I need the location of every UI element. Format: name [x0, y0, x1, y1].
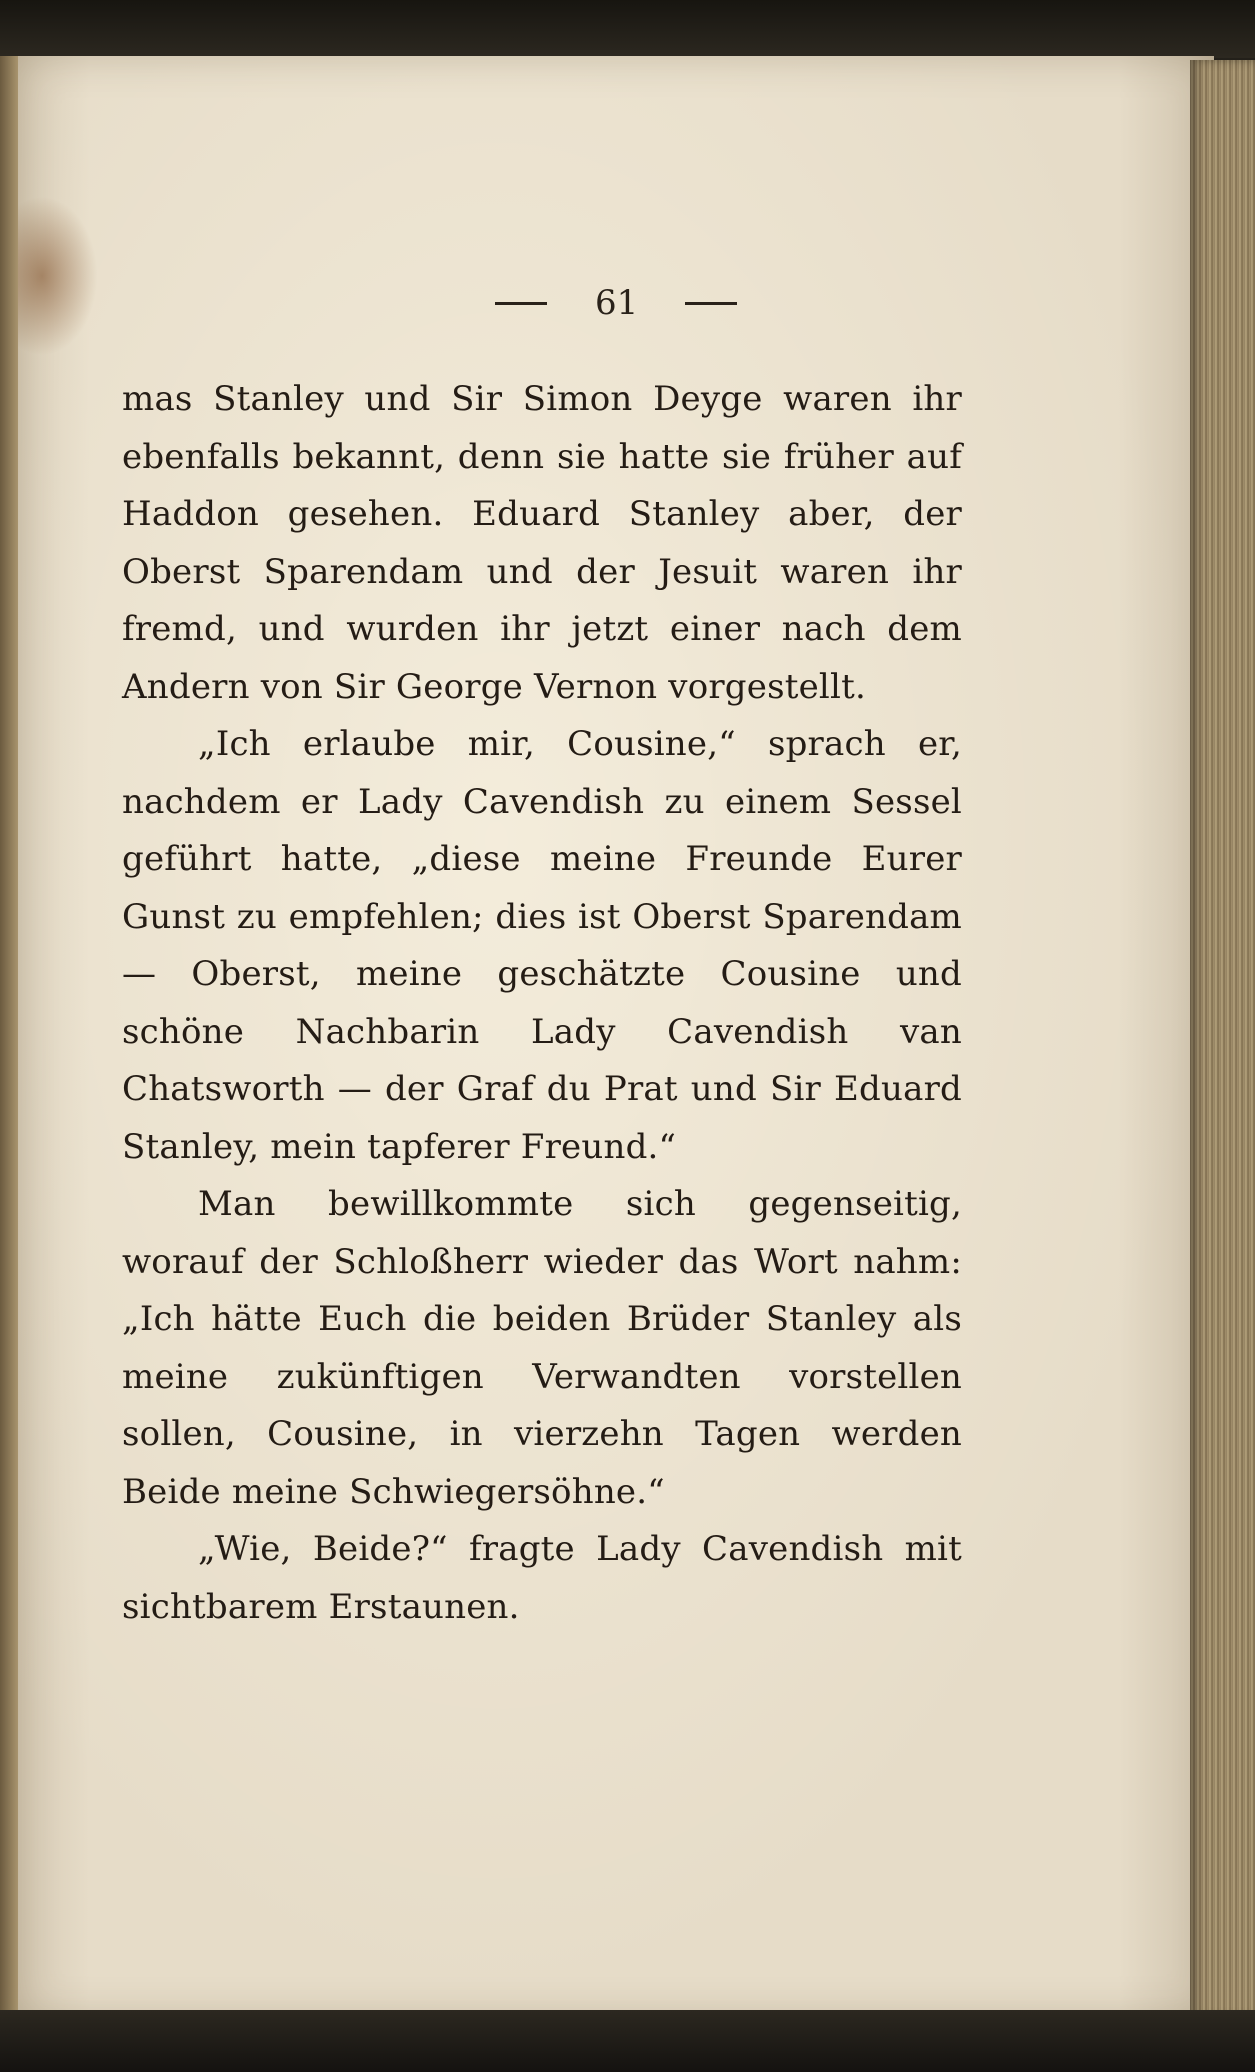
book-page [18, 56, 1214, 2018]
paragraph-2: „Ich erlaube mir, Cousine,“ sprach er, nachdem er Lady Cavendish zu einem Sessel geführt hatte, „diese meine Freunde Eurer Gunst zu empfehlen; dies ist Oberst Sparendam — Oberst, meine geschätzte Cousine und schöne Nachbarin Lady Cavendish van Chatsworth — der Graf du Prat und Sir Eduard Stanley, mein tapferer Freund.“ [122, 724, 962, 1167]
scan-top-border [0, 0, 1255, 58]
foxing-stain [18, 196, 98, 356]
header-dash-right [685, 302, 737, 305]
header-dash-left [495, 302, 547, 305]
page-body [122, 371, 962, 1636]
paragraph-1: mas Stanley und Sir Simon Deyge waren ihr ebenfalls bekannt, denn sie hatte sie früher auf Haddon gesehen. Eduard Stanley aber, der Oberst Sparendam und der Jesuit waren ihr fremd, und wurden ihr jetzt einer nach dem Andern von Sir George Vernon vorgestellt. [122, 379, 962, 707]
spine-edge [0, 56, 18, 2018]
paragraph-3: Man bewillkommte sich gegenseitig, worauf der Schloßherr wieder das Wort nahm: „Ich hätte Euch die beiden Brüder Stanley als meine zukünftigen Verwandten vorstellen sollen, Cousine, in vierzehn Tagen werden Beide meine Schwiegersöhne.“ [122, 1184, 962, 1512]
scan-bottom-border [0, 2010, 1255, 2072]
page-fore-edge [1190, 60, 1255, 2018]
page-header [18, 281, 1214, 323]
paragraph-4: „Wie, Beide?“ fragte Lady Cavendish mit sichtbarem Erstaunen. [122, 1529, 962, 1627]
page-number: 61 [595, 283, 639, 323]
